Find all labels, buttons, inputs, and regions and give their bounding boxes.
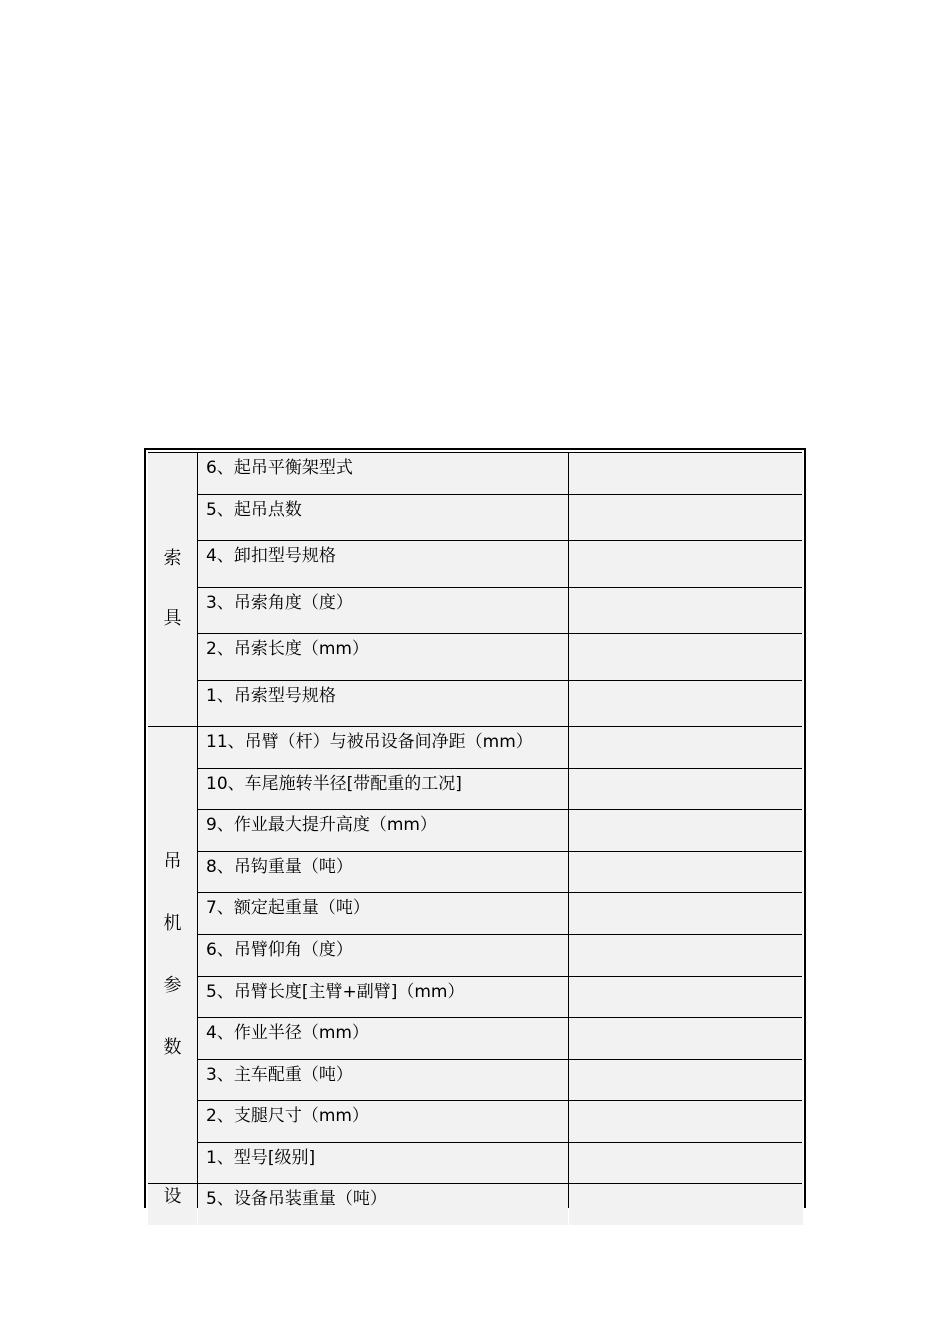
- row-label: 10、车尾施转半径[带配重的工况]: [198, 769, 568, 810]
- group-char: 具: [163, 608, 182, 630]
- row-label: 8、吊钩重量（吨）: [198, 852, 568, 893]
- row-label: 3、吊索角度（度）: [198, 588, 568, 633]
- group-char: 吊: [163, 851, 182, 873]
- row-label: 5、吊臂长度[主臂+副臂]（mm）: [198, 977, 568, 1018]
- row-label: 2、支腿尺寸（mm）: [198, 1101, 568, 1142]
- group-char: 设: [163, 1186, 182, 1208]
- row-label: 6、起吊平衡架型式: [198, 453, 568, 494]
- value-field[interactable]: [569, 1060, 803, 1101]
- value-field[interactable]: [569, 541, 803, 586]
- value-field[interactable]: [569, 681, 803, 726]
- row-label: 4、卸扣型号规格: [198, 541, 568, 586]
- value-field[interactable]: [569, 1143, 803, 1184]
- row-label: 1、吊索型号规格: [198, 681, 568, 726]
- group-char: 数: [163, 1037, 182, 1059]
- row-label: 4、作业半径（mm）: [198, 1018, 568, 1059]
- row-label: 6、吊臂仰角（度）: [198, 935, 568, 976]
- row-label: 3、主车配重（吨）: [198, 1060, 568, 1101]
- row-label: 2、吊索长度（mm）: [198, 634, 568, 679]
- lifting-parameter-table: [148, 452, 802, 1208]
- value-field[interactable]: [569, 588, 803, 633]
- value-field[interactable]: [569, 1184, 803, 1224]
- value-field[interactable]: [569, 977, 803, 1018]
- group-char: 机: [163, 913, 182, 935]
- group-label-suoju: [148, 453, 197, 726]
- value-field[interactable]: [569, 1101, 803, 1142]
- value-field[interactable]: [569, 727, 803, 768]
- row-label: 5、设备吊装重量（吨）: [198, 1184, 568, 1224]
- group-char: 参: [163, 975, 182, 997]
- value-field[interactable]: [569, 893, 803, 934]
- row-label: 7、额定起重量（吨）: [198, 893, 568, 934]
- value-field[interactable]: [569, 769, 803, 810]
- group-label-she: [148, 1184, 197, 1224]
- row-label: 5、起吊点数: [198, 495, 568, 540]
- value-field[interactable]: [569, 453, 803, 494]
- group-char: 索: [163, 548, 182, 570]
- value-field[interactable]: [569, 810, 803, 851]
- group-label-diaoji: [148, 727, 197, 1184]
- value-field[interactable]: [569, 495, 803, 540]
- row-label: 9、作业最大提升高度（mm）: [198, 810, 568, 851]
- value-field[interactable]: [569, 935, 803, 976]
- value-field[interactable]: [569, 1018, 803, 1059]
- row-label: 11、吊臂（杆）与被吊设备间净距（mm）: [198, 727, 568, 768]
- value-field[interactable]: [569, 634, 803, 679]
- row-label: 1、型号[级别]: [198, 1143, 568, 1184]
- value-field[interactable]: [569, 852, 803, 893]
